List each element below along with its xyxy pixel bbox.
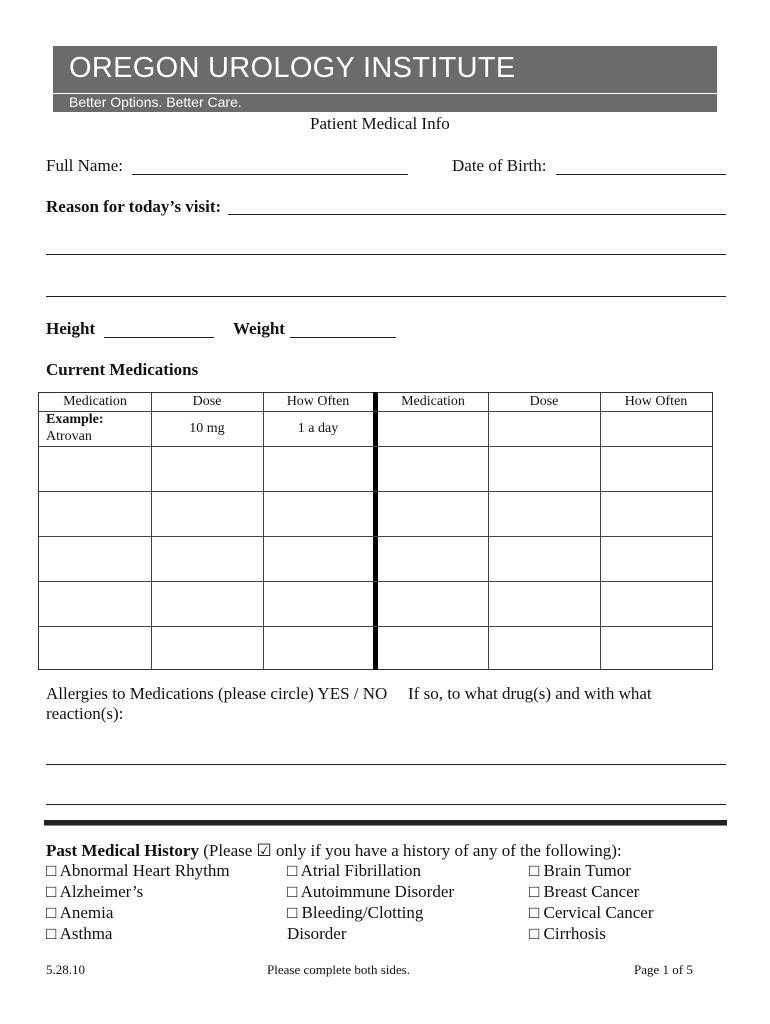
- reason-field-line-2[interactable]: [46, 254, 726, 255]
- allergies-label: Allergies to Medications (please circle) YES / NO: [46, 684, 388, 703]
- column-header-how-often: How Often: [286, 394, 350, 409]
- history-item-bleeding-clotting[interactable]: □ Bleeding/Clotting: [287, 903, 424, 922]
- column-header-medication-2: Medication: [401, 394, 465, 409]
- history-instruction: (Please ☑ only if you have a history of any of the following):: [203, 841, 622, 860]
- current-medications-label: Current Medications: [46, 360, 199, 379]
- footer-date: 5.28.10: [46, 962, 85, 977]
- reason-label: Reason for today’s visit:: [46, 197, 222, 216]
- dob-label: Date of Birth:: [452, 156, 547, 175]
- full-name-label: Full Name:: [46, 156, 123, 175]
- history-item-autoimmune-disorder[interactable]: □ Autoimmune Disorder: [287, 882, 455, 901]
- allergies-followup: If so, to what drug(s) and with what: [408, 684, 652, 703]
- history-heading: [46, 841, 622, 861]
- column-header-dose-2: Dose: [529, 394, 559, 409]
- form-heading: Patient Medical Info: [310, 114, 450, 133]
- history-item-alzheimers[interactable]: □ Alzheimer’s: [46, 882, 144, 901]
- column-header-how-often-2: How Often: [624, 394, 688, 409]
- allergies-reaction-label: reaction(s):: [46, 704, 124, 723]
- full-name-field[interactable]: [132, 174, 408, 175]
- example-medication: Atrovan: [46, 429, 92, 444]
- history-item-cirrhosis[interactable]: □ Cirrhosis: [529, 924, 606, 943]
- history-item-asthma[interactable]: □ Asthma: [46, 924, 113, 943]
- history-item-breast-cancer[interactable]: □ Breast Cancer: [529, 882, 640, 901]
- height-field[interactable]: [104, 337, 214, 338]
- column-header-dose: Dose: [192, 394, 222, 409]
- history-item-brain-tumor[interactable]: □ Brain Tumor: [529, 861, 631, 880]
- header-banner: [53, 46, 717, 112]
- history-item-bleeding-clotting-cont: Disorder: [287, 924, 347, 943]
- example-dose: 10 mg: [189, 421, 225, 436]
- institute-title: OREGON UROLOGY INSTITUTE: [69, 52, 516, 84]
- example-how-often: 1 a day: [297, 421, 339, 436]
- weight-field[interactable]: [290, 337, 396, 338]
- dob-field[interactable]: [556, 174, 726, 175]
- history-title: Past Medical History: [46, 841, 199, 860]
- allergies-field-line-2[interactable]: [46, 804, 726, 805]
- weight-label: Weight: [233, 319, 285, 338]
- section-divider: [44, 820, 727, 826]
- history-item-abnormal-heart-rhythm[interactable]: □ Abnormal Heart Rhythm: [46, 861, 230, 880]
- history-item-anemia[interactable]: □ Anemia: [46, 903, 114, 922]
- height-label: Height: [46, 319, 96, 338]
- example-label: Example:: [46, 412, 104, 427]
- reason-field-line-3[interactable]: [46, 296, 726, 297]
- history-item-atrial-fibrillation[interactable]: □ Atrial Fibrillation: [287, 861, 421, 880]
- institute-tagline: Better Options. Better Care.: [69, 94, 242, 110]
- column-header-medication: Medication: [63, 394, 127, 409]
- footer-note: Please complete both sides.: [267, 962, 410, 977]
- history-item-cervical-cancer[interactable]: □ Cervical Cancer: [529, 903, 654, 922]
- table-center-divider: [373, 392, 378, 670]
- medications-table: [38, 392, 713, 670]
- reason-field-line-1[interactable]: [228, 214, 726, 215]
- allergies-field-line-1[interactable]: [46, 764, 726, 765]
- footer-page-number: Page 1 of 5: [634, 962, 693, 977]
